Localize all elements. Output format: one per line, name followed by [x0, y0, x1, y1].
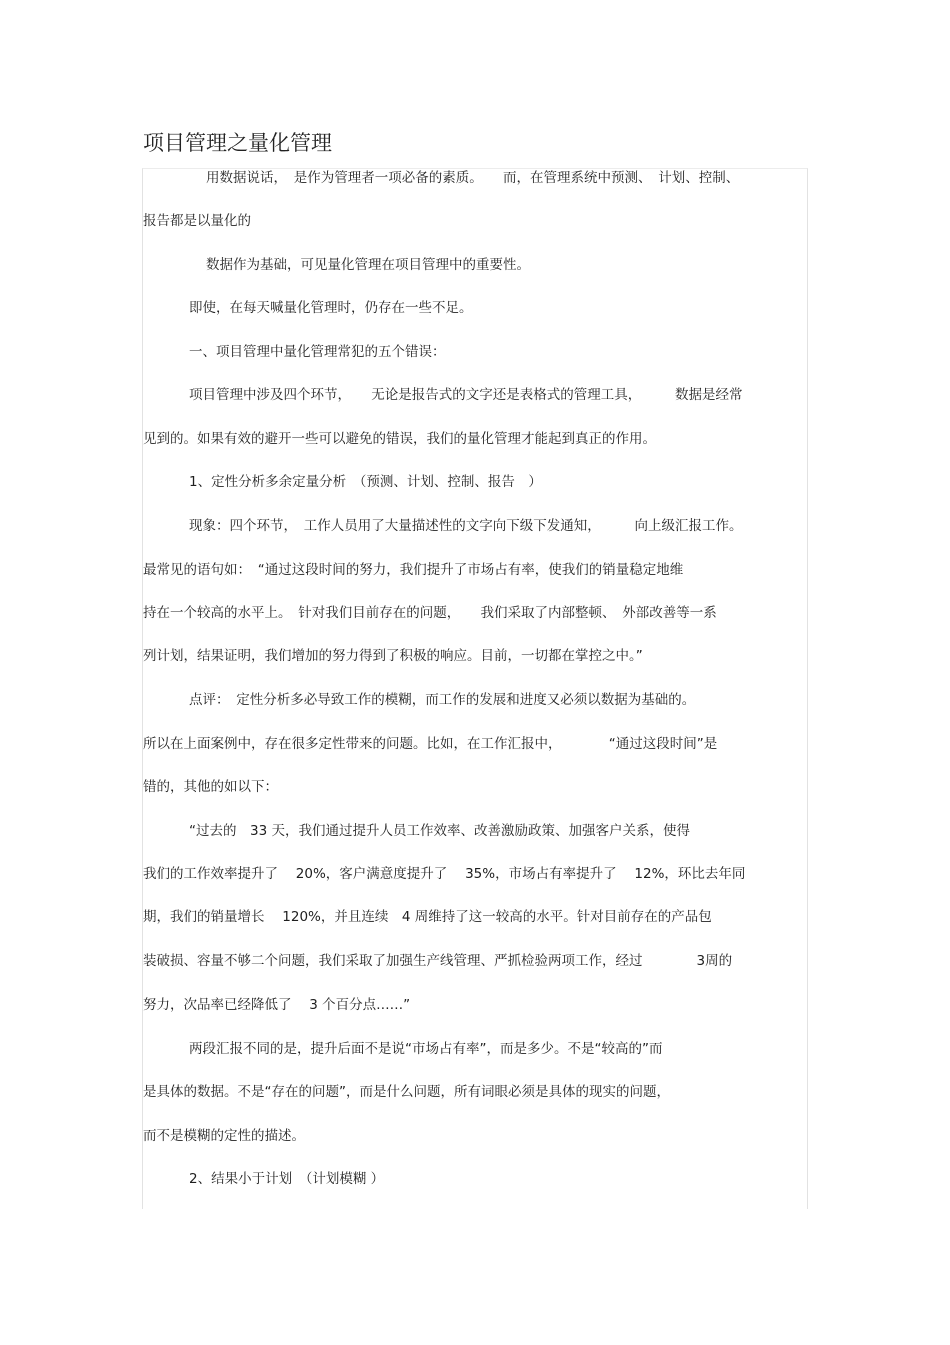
paragraph-line: 用数据说话， 是作为管理者一项必备的素质。 而，在管理系统中预测、 计划、控制、 [206, 170, 740, 186]
paragraph-line: 期，我们的销量增长 120%，并且连续 4 周维持了这一较高的水平。针对目前存在的产品包 [143, 909, 712, 925]
paragraph-line: 错的，其他的如以下： [143, 779, 278, 795]
paragraph-line: 两段汇报不同的是，提升后面不是说“市场占有率”，而是多少。不是“较高的”而 [189, 1041, 663, 1057]
paragraph-line: 持在一个较高的水平上。 针对我们目前存在的问题， 我们采取了内部整顿、 外部改善等一系 [143, 605, 717, 621]
paragraph-line: 数据作为基础，可见量化管理在项目管理中的重要性。 [206, 257, 530, 273]
paragraph-line: 报告都是以量化的 [143, 213, 251, 229]
paragraph-line: 现象：四个环节， 工作人员用了大量描述性的文字向下级下发通知， 向上级汇报工作。 [189, 518, 743, 534]
paragraph-line: 最常见的语句如： “通过这段时间的努力，我们提升了市场占有率，使我们的销量稳定地维 [143, 562, 684, 578]
paragraph-line: 所以在上面案例中，存在很多定性带来的问题。比如，在工作汇报中， “通过这段时间”是 [143, 736, 718, 752]
paragraph-line: 是具体的数据。不是“存在的问题”，而是什么问题，所有词眼必须是具体的现实的问题， [143, 1084, 670, 1100]
document-title: 项目管理之量化管理 [143, 131, 332, 155]
paragraph-line: 而不是模糊的定性的描述。 [143, 1128, 305, 1144]
paragraph-line: 我们的工作效率提升了 20%，客户满意度提升了 35%，市场占有率提升了 12%，环比去年同 [143, 866, 746, 882]
section-heading: 一、项目管理中量化管理常犯的五个错误： [189, 344, 446, 360]
paragraph-line: “过去的 33 天，我们通过提升人员工作效率、改善激励政策、加强客户关系，使得 [189, 823, 690, 839]
paragraph-line: 努力，次品率已经降低了 3 个百分点……” [143, 997, 411, 1013]
paragraph-line: 装破损、容量不够二个问题，我们采取了加强生产线管理、严抓检验两项工作，经过 3周的 [143, 953, 733, 969]
paragraph-line: 项目管理中涉及四个环节， 无论是报告式的文字还是表格式的管理工具， 数据是经常 [189, 387, 743, 403]
paragraph-line: 点评： 定性分析多必导致工作的模糊，而工作的发展和进度又必须以数据为基础的。 [189, 692, 696, 708]
subsection-heading: 1、定性分析多余定量分析 （预测、计划、控制、报告 ） [189, 474, 542, 490]
subsection-heading: 2、结果小于计划 （计划模糊 ） [189, 1171, 385, 1187]
paragraph-line: 见到的。如果有效的避开一些可以避免的错误，我们的量化管理才能起到真正的作用。 [143, 431, 656, 447]
paragraph-line: 即使，在每天喊量化管理时，仍存在一些不足。 [189, 300, 473, 316]
paragraph-line: 列计划，结果证明，我们增加的努力得到了积极的响应。目前，一切都在掌控之中。” [143, 648, 643, 664]
